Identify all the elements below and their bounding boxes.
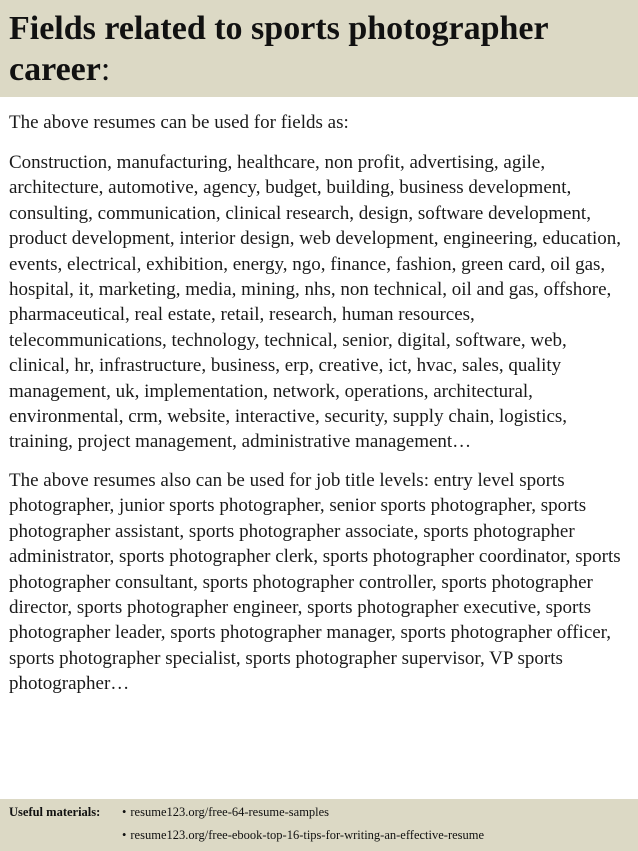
page-title-text: Fields related to sports photographer career	[9, 10, 548, 88]
bullet-icon: •	[122, 828, 127, 842]
useful-materials-label-colon: :	[96, 805, 101, 819]
page-title	[9, 8, 609, 90]
useful-material-link[interactable]: resume123.org/free-ebook-top-16-tips-for-writing-an-effective-resume	[130, 828, 485, 842]
footer-banner	[0, 799, 638, 851]
useful-material-link[interactable]: resume123.org/free-64-resume-samples	[130, 805, 330, 819]
fields-intro: The above resumes can be used for fields as:	[9, 112, 349, 133]
bullet-icon: •	[122, 805, 127, 819]
fields-list: Construction, manufacturing, healthcare, non profit, advertising, agile, architecture, automotive, agency, budget, building, business development, consulting, communication, clinical research, design, software development, product development, interior design, web development, engineering, education, events, electrical, exhibition, energy, ngo, finance, fashion, green card, oil gas, hospital, it, marketing, media, mining, nhs, non technical, oil and gas, offshore, pharmaceutical, real estate, retail, research, human resources, telecommunications, technology, technical, senior, digital, software, web, clinical, hr, infrastructure, business, erp, creative, ict, hvac, sales, quality management, uk, implementation, network, operations, architectural, environmental, crm, website, interactive, security, supply chain, logistics, training, project management, administrative management…	[9, 152, 622, 453]
useful-materials-label-text: Useful materials	[9, 805, 97, 819]
job-levels-paragraph: The above resumes also can be used for job title levels: entry level sports photographer, junior sports photographer, senior sports photographer, sports photographer assistant, sports photographer associate, sports photographer administrator, sports photographer clerk, sports photographer coordinator, sports photographer consultant, sports photographer controller, sports photographer director, sports photographer engineer, sports photographer executive, sports photographer leader, sports photographer manager, sports photographer officer, sports photographer specialist, sports photographer supervisor, VP sports photographer…	[9, 469, 621, 695]
page-title-colon: :	[100, 51, 111, 88]
main-content	[9, 110, 631, 697]
useful-material-item	[122, 828, 484, 843]
useful-materials-label	[9, 805, 100, 820]
useful-material-item	[122, 805, 329, 820]
title-banner	[0, 0, 638, 97]
